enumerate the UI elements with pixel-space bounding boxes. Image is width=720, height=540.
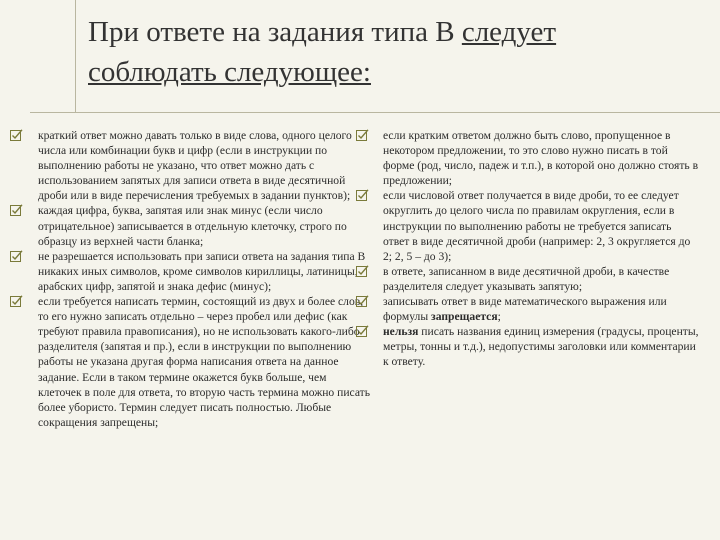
- list-item-text: записывать ответ в виде математического выражения или формулы запрещается;: [383, 295, 667, 324]
- slide-title: [88, 12, 688, 92]
- checkbox-checked-icon: [356, 295, 369, 308]
- checkbox-checked-icon: [10, 295, 23, 308]
- right-column: [356, 128, 700, 370]
- list-item-text: если кратким ответом должно быть слово, пропущенное в некотором предложении, то это слово нужно писать в той форме (род, число, падеж и т.п.), в которой оно должно стоять в предложении;: [383, 129, 699, 188]
- list-item-text: каждая цифра, буква, запятая или знак минус (если число отрицательное) записывается в отдельную клеточку, строго по образцу из верхней части бланка;: [38, 204, 347, 248]
- list-item: [356, 188, 700, 263]
- list-item: [10, 249, 372, 294]
- list-item-text: не разрешается использовать при записи ответа на задания типа В никаких иных символов, кроме символов кириллицы, латиницы, арабских цифр, запятой и знака дефис (минус);: [38, 249, 366, 293]
- list-item: [10, 294, 372, 430]
- list-item-text: нельзя писать названия единиц измерения (градусы, проценты, метры, тонны и т.д.), недопустимы заголовки или комментарии к ответу.: [383, 325, 699, 369]
- list-item-text: если числовой ответ получается в виде дроби, то ее следует округлить до целого числа по правилам округления, если в инструкции по выполнению работы не требуется записать ответ в виде десятичной дроби (например: 2, 3 округляется до 2; 2, 5 – до 3);: [383, 189, 691, 263]
- list-item-text: краткий ответ можно давать только в виде слова, одного целого числа или комбинации букв и цифр (если в инструкции по выполнению работы не указано, что ответ можно дать с использованием запятых для записи ответа в виде десятичной дроби или в виде перечисления требуемых в задании пунктов);: [38, 129, 352, 203]
- title-part1: При ответе на задания типа В: [88, 16, 462, 48]
- checkbox-checked-icon: [356, 265, 369, 278]
- checkbox-checked-icon: [10, 204, 23, 217]
- checkbox-checked-icon: [356, 325, 369, 338]
- checkbox-checked-icon: [356, 189, 369, 202]
- list-item: [356, 294, 700, 324]
- list-item: [356, 324, 700, 369]
- list-item-text: в ответе, записанном в виде десятичной дроби, в качестве разделителя следует указывать запятую;: [383, 264, 670, 293]
- list-item: [10, 128, 372, 203]
- title-part2: следует соблюдать следующее:: [88, 16, 557, 88]
- decorative-vertical-line: [75, 0, 76, 112]
- list-item-text: если требуется написать термин, состоящий из двух и более слов, то его нужно записать отдельно – через пробел или дефис (как требуют правила правописания), но не использовать какого-либо разделителя (запятая и пр.), если в инструкции по выполнению работы не указана другая форма написания ответа на данное задание. Если в таком термине окажется букв больше, чем клеточек в поле для ответа, то вторую часть термина можно писать более убористо. Термин следует писать полностью. Любые сокращения запрещены;: [38, 295, 371, 429]
- list-item: [10, 203, 372, 248]
- left-column: [10, 128, 372, 430]
- list-item: [356, 264, 700, 294]
- title-divider: [30, 112, 720, 113]
- checkbox-checked-icon: [10, 129, 23, 142]
- checkbox-checked-icon: [356, 129, 369, 142]
- checkbox-checked-icon: [10, 250, 23, 263]
- list-item: [356, 128, 700, 188]
